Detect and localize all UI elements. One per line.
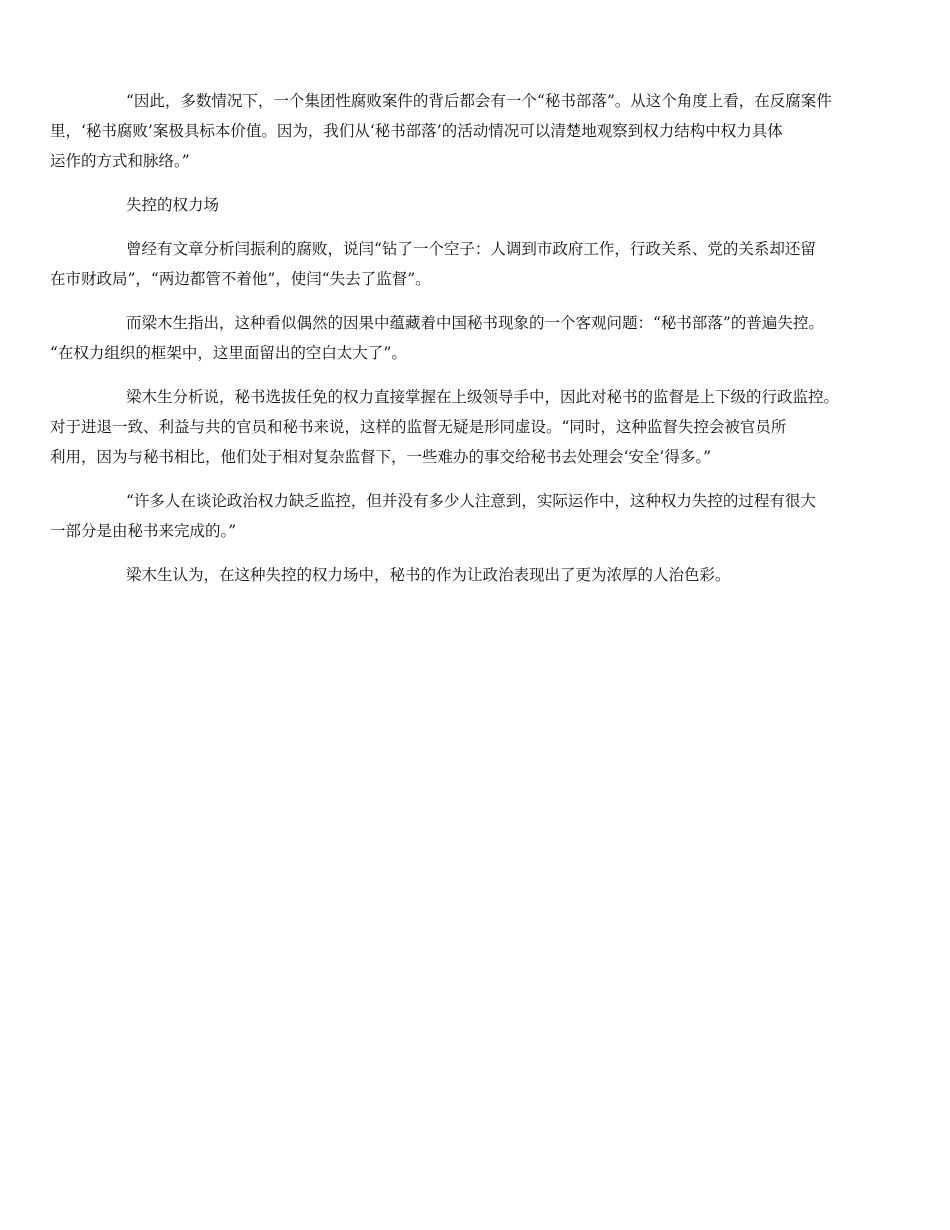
section-heading — [88, 190, 890, 220]
text-line: 一部分是由秘书来完成的。” — [50, 522, 237, 540]
text-line: 而梁木生指出，这种看似偶然的因果中蕴藏着中国秘书现象的一个客观问题：“秘书部落”的普遍失控。 — [126, 314, 824, 332]
paragraph-7 — [88, 560, 890, 590]
text-line: 失控的权力场 — [126, 196, 220, 214]
text-line: 里，‘秘书腐败’案极具标本价值。因为，我们从‘秘书部落’的活动情况可以清楚地观察到权力结构中权力具体 — [50, 122, 783, 140]
text-line: 曾经有文章分析闫振利的腐败，说闫“钻了一个空子：人调到市政府工作，行政关系、党的关系却还留 — [126, 240, 816, 258]
text-line: 利用，因为与秘书相比，他们处于相对复杂监督下，一些难办的事交给秘书去处理会‘安全’得多。” — [50, 448, 712, 466]
text-line: 在市财政局”，“两边都管不着他”，使闫“失去了监督”。 — [50, 270, 431, 288]
text-line: “许多人在谈论政治权力缺乏监控，但并没有多少人注意到，实际运作中，这种权力失控的过程有很大 — [126, 492, 816, 510]
text-line: 对于进退一致、利益与共的官员和秘书来说，这样的监督无疑是形同虚设。“同时，这种监督失控会被官员所 — [50, 418, 787, 436]
paragraph-1 — [50, 86, 890, 176]
text-line: 梁木生分析说，秘书选拔任免的权力直接掌握在上级领导手中，因此对秘书的监督是上下级的行政监控。 — [126, 388, 840, 406]
text-line: “在权力组织的框架中，这里面留出的空白太大了”。 — [50, 344, 407, 362]
text-line: “因此，多数情况下，一个集团性腐败案件的背后都会有一个“秘书部落”。从这个角度上看，在反腐案件 — [126, 92, 832, 110]
paragraph-4 — [50, 308, 890, 368]
paragraph-3 — [50, 234, 890, 294]
paragraph-6 — [50, 486, 890, 546]
paragraph-5 — [50, 382, 890, 472]
text-line: 梁木生认为，在这种失控的权力场中，秘书的作为让政治表现出了更为浓厚的人治色彩。 — [126, 566, 731, 584]
text-line: 运作的方式和脉络。” — [50, 152, 190, 170]
